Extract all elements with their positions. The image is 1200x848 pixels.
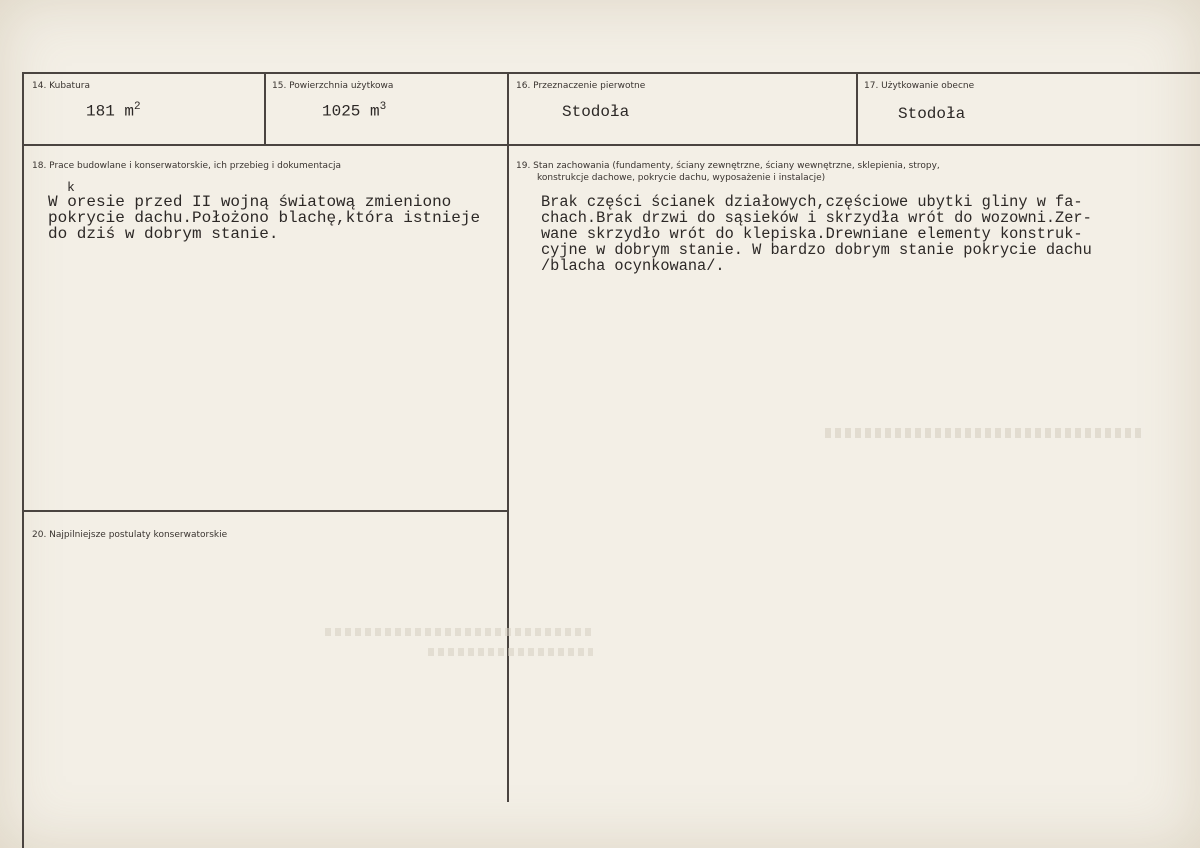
field-19-line-3: wane skrzydło wrót do klepiska.Drewniane elementy konstruk- bbox=[541, 225, 1083, 243]
field-15-number: 1025 m bbox=[322, 102, 380, 121]
field-19-line-5: /blacha ocynkowana/. bbox=[541, 257, 725, 275]
field-14-value bbox=[86, 101, 141, 120]
rule-col17 bbox=[856, 72, 858, 145]
field-16-label: 16. Przeznaczenie pierwotne bbox=[516, 81, 646, 91]
field-17-label: 17. Użytkowanie obecne bbox=[864, 81, 975, 91]
field-19-line-2: chach.Brak drzwi do sąsieków i skrzydła wrót do wozowni.Zer- bbox=[541, 209, 1092, 227]
bleed-through-mark bbox=[325, 628, 595, 636]
rule-center bbox=[507, 72, 509, 802]
field-18-line-3: do dziś w dobrym stanie. bbox=[48, 225, 279, 243]
field-18-line-2: pokrycie dachu.Położono blachę,która istnieje bbox=[48, 209, 481, 227]
rule-left bbox=[22, 72, 24, 848]
bleed-through-mark bbox=[825, 428, 1145, 438]
field-19-line-1: Brak części ścianek działowych,częściowe ubytki gliny w fa- bbox=[541, 193, 1083, 211]
field-20-label: 20. Najpilniejsze postulaty konserwatorskie bbox=[32, 530, 228, 540]
field-15-unit-exponent: 3 bbox=[379, 101, 387, 113]
field-19-text bbox=[541, 194, 1092, 274]
bleed-through-mark bbox=[428, 648, 593, 656]
rule-row2 bbox=[22, 510, 507, 512]
field-14-label: 14. Kubatura bbox=[32, 81, 91, 91]
field-18-label: 18. Prace budowlane i konserwatorskie, ich przebieg i dokumentacja bbox=[32, 161, 342, 171]
field-14-unit-exponent: 2 bbox=[134, 101, 141, 113]
field-19-line-4: cyjne w dobrym stanie. W bardzo dobrym stanie pokrycie dachu bbox=[541, 241, 1092, 259]
field-18-text bbox=[48, 194, 480, 242]
field-17-value: Stodoła bbox=[898, 105, 966, 123]
field-14-number: 181 m bbox=[86, 102, 135, 121]
field-19-label-line-2: konstrukcje dachowe, pokrycie dachu, wyposażenie i instalacje) bbox=[537, 173, 826, 183]
field-15-value bbox=[322, 101, 386, 120]
field-19-label-line-1: 19. Stan zachowania (fundamenty, ściany zewnętrzne, ściany wewnętrzne, sklepienia, stropy, bbox=[516, 161, 940, 171]
field-18-correction: k bbox=[67, 180, 75, 195]
field-18-line-1: W oresie przed II wojną światową zmieniono bbox=[48, 193, 452, 211]
field-16-value: Stodoła bbox=[562, 103, 630, 121]
rule-top bbox=[22, 72, 1200, 74]
rule-col15 bbox=[264, 72, 266, 145]
field-15-label: 15. Powierzchnia użytkowa bbox=[272, 81, 394, 91]
rule-row1 bbox=[22, 144, 1200, 146]
